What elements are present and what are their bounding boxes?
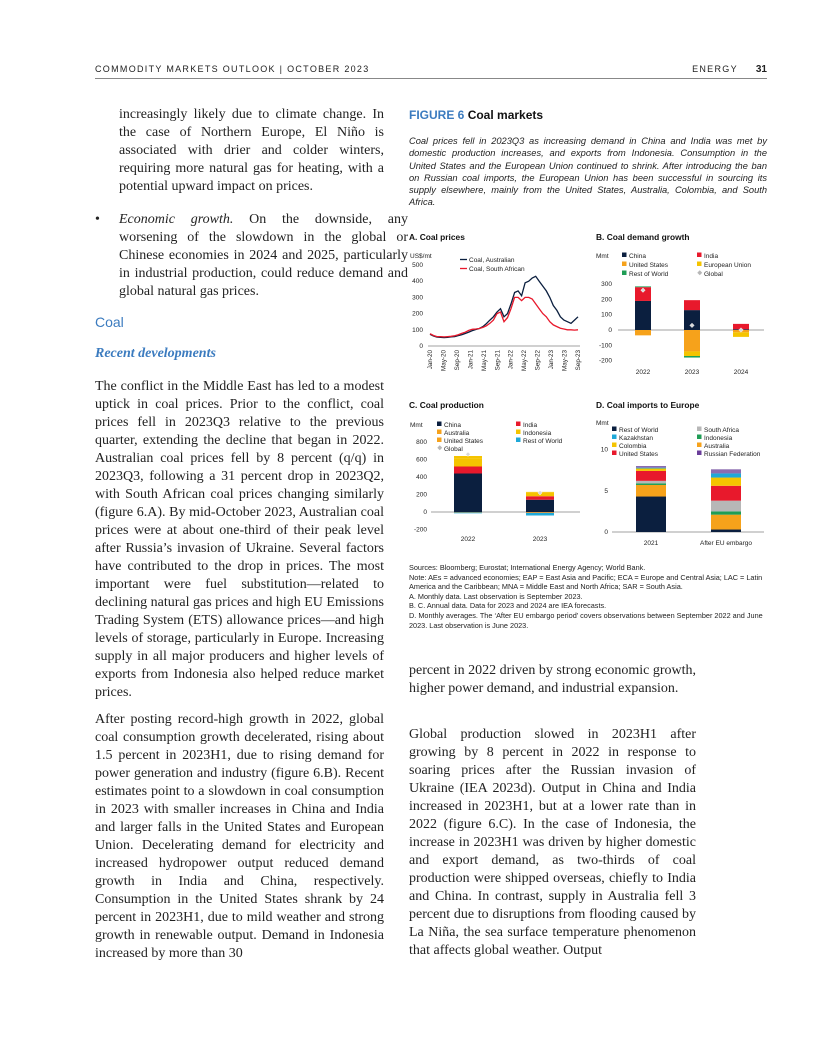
page-number: 31 [755,64,767,75]
panel-d-bar-australia [636,485,666,497]
panel-a-title: A. Coal prices [409,232,465,242]
panel-d-bar-kazakhstan [636,468,666,469]
figure-name: Coal markets [467,108,544,122]
panel-a-xtick: May-20 [440,350,448,371]
panel-b-ytick: -100 [598,342,612,350]
panel-c-legend-china-swatch [437,422,442,427]
panel-c-legend-india-swatch [516,422,521,427]
panel-c-legend-global-label: Global [444,446,463,453]
panel-c-ytick: 600 [416,456,427,464]
bullet-lead: Economic growth. [119,212,234,227]
panel-c-legend-row-label: Rest of World [523,438,563,445]
panel-b-unit: Mmt [596,253,609,260]
panel-d-bar-south-africa [711,501,741,512]
panel-b-bar-china [635,301,651,330]
panel-d-legend-indonesia-label: Indonesia [704,435,733,442]
panel-a-xtick: Sep-21 [494,349,502,371]
panel-a-ytick: 500 [412,262,423,269]
panel-c-bar-india [454,467,482,474]
panel-b-legend-india-label: India [704,253,719,260]
panel-b-bar-european-union [733,332,749,337]
panel-c-bar-indonesia [454,459,482,467]
panel-d-bar-rest-of-world [636,466,666,468]
panel-b-legend-china-label: China [629,253,646,260]
panel-b-legend-global-label: Global [704,271,723,278]
panel-d-bar-kazakhstan [711,473,741,477]
panel-d-bar-indonesia [636,483,666,485]
panel-c-legend-us-swatch [437,438,442,443]
panel-b-title: B. Coal demand growth [596,232,690,242]
panel-d-ytick: 0 [604,529,608,536]
panel-c-legend-india-label: India [523,422,538,429]
note-line: Note: AEs = advanced economies; EAP = East Asia and Pacific; ECA = Europe and Central Asia; LAC = Latin America and the Caribbean; MNA = Middle East and North Africa; SAR = South Asia. [409,572,763,592]
panel-b-legend-us-label: United States [629,262,669,269]
panel-d-bar-colombia [711,478,741,486]
panel-d-legend-south-africa-swatch [697,427,702,432]
panel-a-xtick: Sep-23 [575,350,582,371]
panel-d-bar-colombia [636,468,666,470]
panel-c-legend-global-swatch [437,445,442,450]
panel-d-legend-colombia-label: Colombia [619,443,647,450]
panel-c-legend-australia-swatch [437,430,442,435]
panel-d-legend-south-africa-label: South Africa [704,427,740,434]
panel-b-legend-eu-swatch [697,262,702,267]
panel-b-ytick: 100 [601,311,612,319]
panel-b-legend-row-swatch [622,271,627,276]
note-bc: B. C. Annual data. Data for 2023 and 2024 are IEA forecasts. [409,601,607,611]
panel-c-title: C. Coal production [409,400,484,410]
panel-b-legend-china-swatch [622,253,627,258]
bullet-dot: • [95,212,100,227]
section-name: ENERGY [692,64,738,74]
panel-c-legend-row-swatch [516,438,521,443]
panel-d-legend-australia-swatch [697,443,702,448]
panel-b-ytick: -200 [598,357,612,365]
panel-d-category-label: 2021 [643,540,659,547]
panel-d-legend-row-swatch [612,427,617,432]
panel-b-category-label: 2023 [684,369,700,376]
panel-d-bar-indonesia [711,511,741,514]
panel-b-bar-india [684,300,700,310]
panel-b-legend-row-label: Rest of World [629,271,669,278]
panel-d-bar-russian-federation [636,497,666,532]
panel-b-ytick: 300 [601,281,612,289]
panel-d-bar-south-africa [636,481,666,483]
panel-c-bar-china [526,500,554,512]
panel-b-category-label: 2024 [733,369,749,376]
panel-b-bar-united-states [684,330,700,351]
panel-d-ytick: 10 [600,446,608,454]
panel-c-ytick: 400 [416,474,427,481]
panel-d-legend-colombia-swatch [612,443,617,448]
panel-a-xtick: Sep-20 [453,350,461,371]
panel-b-ytick: 200 [601,296,612,304]
panel-d-legend-us-label: United States [619,451,659,458]
panel-c-legend-indonesia-label: Indonesia [523,430,552,437]
panel-d-bar-rest-of-world [711,469,741,473]
panel-a-series-australian [430,276,578,337]
panel-a-ytick: 300 [412,294,423,302]
subheading-recent-developments: Recent developments [95,346,216,361]
panel-d-legend-kazakhstan-label: Kazakhstan [619,435,653,442]
panel-b-bar-united-states [635,330,651,335]
panel-c-bar-india [526,496,554,500]
panel-c-ytick: 0 [423,509,427,516]
figure-label: FIGURE 6 [409,108,465,122]
panel-d-unit: Mmt [596,420,609,427]
panel-c-ytick: 200 [416,491,427,499]
panel-a-xtick: Jan-22 [507,350,515,370]
panel-c-unit: Mmt [410,422,423,429]
panel-a-xtick: May-23 [561,350,569,371]
panel-a-xtick: Jan-23 [548,350,556,370]
panel-a-xtick: Jan-20 [427,350,434,370]
panel-c-bar-australia [526,512,554,513]
panel-b-legend-global-swatch [697,270,702,275]
panel-a-ytick: 400 [412,278,423,286]
panel-d-bar-australia [711,515,741,530]
paragraph-coal-prices: The conflict in the Middle East has led to a modest uptick in coal prices. Prior to the conflict, coal prices fell in 2023Q3 relative to the previous quarter, extending the decline that began in 2022. Australian coal prices fell by 8 percent (q/q) in 2023Q3, following a 31 percent drop in 2023Q2, with South African coal prices changing similarly (figure 6.A). By mid-October 2023, Australian coal prices were at about one-third of their peak level after Russia’s invasion of Ukraine. Several factors have contributed to the drop in prices. The most important were fuel substitution—related to declining natural gas prices and high EU Emissions Trading System (ETS) allowance prices—and high levels of storage, particularly in Europe. Increasing supply in all major producers and higher levels of exports from Indonesia also helped reduce market prices. [95,379,384,700]
panel-d-legend-russia-label: Russian Federation [704,451,761,458]
paragraph-indonesia-demand: percent in 2022 driven by strong economic growth, higher power demand, and industrial expansion. [409,663,696,696]
paragraph-coal-consumption: After posting record-high growth in 2022, global coal consumption growth decelerated, rising about 1.5 percent in 2023H1, due to rising demand for power generation and industry (figure 6.B). Recent estimates point to a slowdown in coal consumption in 2023 with smaller increases in China and India and larger falls in the United States and European Union. Decelerating demand for electricity and increased hydropower output reduced demand growth in India and China, respectively. Consumption in the United States shrank by 24 percent in 2023H1, due to mild weather and strong growth in renewable output. Demand in Indonesia increased by more than 30 [95,712,384,961]
panel-a-ytick: 200 [412,310,423,318]
paragraph-global-production: Global production slowed in 2023H1 after growing by 8 percent in 2022 in response to soaring prices after the Russian invasion of Ukraine (IEA 2023d). Output in China and India increased in 2023H1, but at a lower rate than in 2022 (figure 6.C). In the case of Indonesia, the increase in 2023H1 was driven by higher domestic and export demand, as two-thirds of coal production were shipped overseas, chiefly to India and China. In contrast, supply in Australia fell 3 percent due to disruptions from flooding caused by La Niña, the sea surface temperature phenomenon that affects global weather. Output [409,727,696,958]
panel-c-global-marker [466,452,471,457]
note-a: A. Monthly data. Last observation is September 2023. [409,591,583,601]
panel-d-legend-row-label: Rest of World [619,427,659,434]
panel-d-legend-kazakhstan-swatch [612,435,617,440]
sources-line: Sources: Bloomberg; Eurostat; International Energy Agency; World Bank. [409,563,646,572]
panel-c-legend-indonesia-swatch [516,430,521,435]
panel-a-xtick: Sep-22 [534,350,542,371]
panel-a-unit: US$/mt [410,253,432,260]
panel-a-xtick: Jan-21 [467,350,475,370]
panel-d-ytick: 5 [604,487,608,495]
panel-c-bar-china [454,474,482,513]
panel-d-bar-russian-federation [711,530,741,532]
panel-c-bar-rest-of-world [526,513,554,516]
panel-c-bar-rest-of-world [454,512,482,513]
panel-a-ytick: 100 [412,326,423,334]
panel-d-legend-australia-label: Australia [704,443,730,450]
panel-b-legend-eu-label: European Union [704,262,751,269]
panel-b-ytick: 0 [608,327,612,334]
panel-b-bar-rest-of-world [635,286,651,287]
panel-d-category-label: After EU embargo [699,540,753,547]
bullet-text: On the downside, any worsening of the slowdown in the global or Chinese economies in 2024 and 2025, particularly in industrial production, could reduce demand and global natural gas prices. [119,212,408,299]
panel-b-legend-us-swatch [622,262,627,267]
panel-a-xtick: May-21 [480,350,488,371]
panel-d-legend-russia-swatch [697,451,702,456]
panel-c-legend-us-label: United States [444,438,484,445]
panel-d-legend-indonesia-swatch [697,435,702,440]
panel-c-legend-australia-label: Australia [444,430,470,437]
panel-c-category-label: 2023 [532,536,548,543]
panel-c-ytick: -200 [413,526,427,534]
note-d: D. Monthly averages. The ‘After EU embargo period’ covers observations between September 2022 and June 2023. Last observation is June 2023. [409,610,763,630]
panel-a-legend-label: Coal, Australian [469,257,515,264]
panel-a-xtick: May-22 [521,350,529,371]
panel-b-category-label: 2022 [635,369,651,376]
section-heading-coal: Coal [95,314,124,330]
panel-d-bar-united-states [636,471,666,481]
panel-c-category-label: 2022 [460,536,476,543]
continuation-paragraph: increasingly likely due to climate change. In the case of Northern Europe, El Niño is associated with drier and colder winters, requiring more natural gas for heating, with a potential upward impact on prices. [119,107,384,194]
figure-sources [409,563,767,630]
panel-c-ytick: 800 [416,439,427,446]
panel-b-legend-india-swatch [697,253,702,258]
panel-b-bar-rest-of-world [684,356,700,358]
publication-title: COMMODITY MARKETS OUTLOOK | OCTOBER 2023 [95,64,370,74]
panel-b-bar-european-union [684,351,700,356]
figure-caption: Coal prices fell in 2023Q3 as increasing demand in China and India was met by domestic production increases, and exports from Indonesia. Consumption in the United States and the European Union continued to shrink. After introducing the ban on Russian coal imports, the European Union has been successful in sourcing its supply elsewhere, mainly from the United States, Australia, Colombia, and South Africa. [409,136,767,208]
panel-d-legend-us-swatch [612,451,617,456]
panel-d-title: D. Coal imports to Europe [596,400,700,410]
panel-a-ytick: 0 [419,343,423,350]
panel-c-legend-china-label: China [444,422,461,429]
panel-d-bar-united-states [711,486,741,501]
panel-a-legend-label: Coal, South African [469,266,525,273]
